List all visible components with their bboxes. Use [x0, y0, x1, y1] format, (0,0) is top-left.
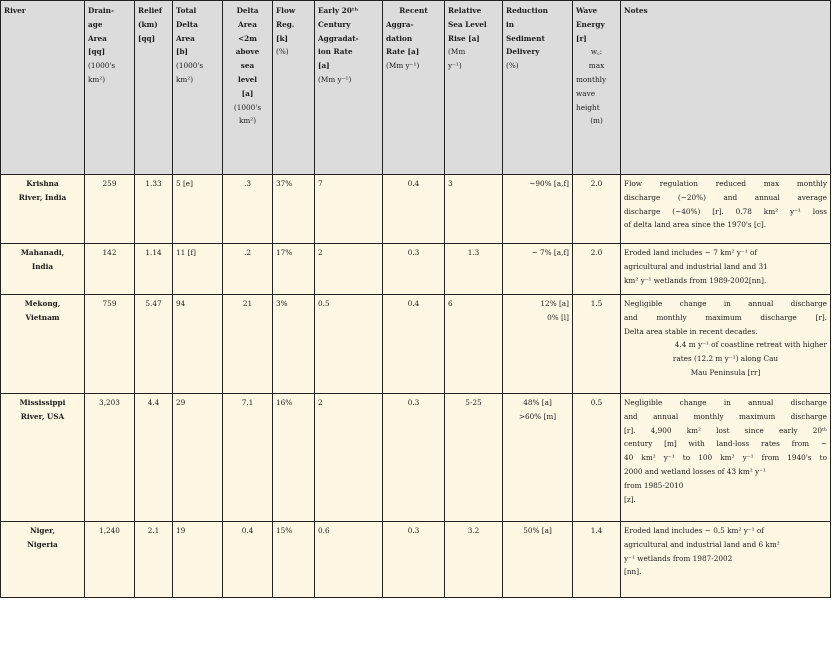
river-name-cell: Mekong, Vietnam [1, 295, 85, 394]
sediment-reduction-cell: ~ 7% [a,f] [503, 244, 573, 295]
table-row [1, 244, 831, 295]
flow-regulation-cell: 3% [273, 295, 315, 394]
river-name-cell: Niger, Nigeria [1, 522, 85, 598]
header-row [1, 1, 831, 175]
sea-level-rise-cell: 3.2 [445, 522, 503, 598]
header-flow-regulation: Flow Reg. [k] (%) [273, 1, 315, 175]
sediment-reduction-cell: 12% [a] 0% [l] [503, 295, 573, 394]
wave-energy-cell: 0.5 [573, 394, 621, 522]
relief-cell: 4.4 [135, 394, 173, 522]
total-delta-area-cell: 5 [e] [173, 175, 223, 244]
header-relative-sea-level-rise: Relative Sea Level Rise [a] (Mm y⁻¹) [445, 1, 503, 175]
river-name-cell: Mississippi River, USA [1, 394, 85, 522]
early-aggradation-cell: 0.5 [315, 295, 383, 394]
total-delta-area-cell: 11 [f] [173, 244, 223, 295]
recent-aggradation-cell: 0.3 [383, 394, 445, 522]
header-early-aggradation-rate: Early 20ᵗʰ Century Aggradat- ion Rate [a] (Mm y⁻¹) [315, 1, 383, 175]
header-delta-area-below-2m: Delta Area <2m above sea level [a] (1000's km²) [223, 1, 273, 175]
drainage-area-cell: 759 [85, 295, 135, 394]
recent-aggradation-cell: 0.4 [383, 295, 445, 394]
notes-cell: Eroded land includes ~ 7 km² y⁻¹ of agricultural and industrial land and 31 km² y⁻¹ wetlands from 1989-2002[nn]. [621, 244, 831, 295]
notes-cell: Negligible change in annual discharge and annual monthly maximum discharge [r]. 4,900 km² lost since early 20ᵗʰ century [m] with land-loss rates from ~ 40 km² y⁻¹ to 100 km² y⁻¹ from 1940's to 2000 and wetland losses of 43 km² y⁻¹ from 1985-2010 [z]. [621, 394, 831, 522]
recent-aggradation-cell: 0.3 [383, 244, 445, 295]
early-aggradation-cell: 2 [315, 394, 383, 522]
sea-level-rise-cell: 6 [445, 295, 503, 394]
drainage-area-cell: 1,240 [85, 522, 135, 598]
relief-cell: 1.14 [135, 244, 173, 295]
header-notes: Notes [621, 1, 831, 175]
header-wave-energy: Wave Energy [r] w꜀: max monthly wave height (m) [573, 1, 621, 175]
drainage-area-cell: 3,203 [85, 394, 135, 522]
header-drainage-area: Drain- age Area [qq] (1000's km²) [85, 1, 135, 175]
header-relief: Relief (km) [qq] [135, 1, 173, 175]
wave-energy-cell: 2.0 [573, 244, 621, 295]
notes-cell: Flow regulation reduced max monthly discharge (~20%) and annual average discharge (~40%) [r]. 0.78 km² y⁻¹ loss of delta land area since the 1970's [c]. [621, 175, 831, 244]
total-delta-area-cell: 29 [173, 394, 223, 522]
delta-area-below-2m-cell: .3 [223, 175, 273, 244]
header-sediment-reduction: Reduction in Sediment Delivery (%) [503, 1, 573, 175]
delta-area-below-2m-cell: 21 [223, 295, 273, 394]
table-row [1, 295, 831, 394]
wave-energy-cell: 1.5 [573, 295, 621, 394]
early-aggradation-cell: 0.6 [315, 522, 383, 598]
notes-cell: Eroded land includes ~ 0.5 km² y⁻¹ of agricultural and industrial land and 6 km² y⁻¹ wetlands from 1987-2002 [nn]. [621, 522, 831, 598]
delta-area-below-2m-cell: 0.4 [223, 522, 273, 598]
drainage-area-cell: 142 [85, 244, 135, 295]
table-row [1, 522, 831, 598]
early-aggradation-cell: 2 [315, 244, 383, 295]
sediment-reduction-cell: 48% [a] >60% [m] [503, 394, 573, 522]
delta-area-below-2m-cell: 7.1 [223, 394, 273, 522]
early-aggradation-cell: 7 [315, 175, 383, 244]
header-total-delta-area: Total Delta Area [b] (1000's km²) [173, 1, 223, 175]
sea-level-rise-cell: 1.3 [445, 244, 503, 295]
header-recent-aggradation-rate: Recent Aggra- dation Rate [a] (Mm y⁻¹) [383, 1, 445, 175]
sediment-reduction-cell: ~90% [a,f] [503, 175, 573, 244]
river-name-cell: Mahanadi, India [1, 244, 85, 295]
sea-level-rise-cell: 3 [445, 175, 503, 244]
flow-regulation-cell: 37% [273, 175, 315, 244]
recent-aggradation-cell: 0.4 [383, 175, 445, 244]
flow-regulation-cell: 15% [273, 522, 315, 598]
wave-energy-cell: 2.0 [573, 175, 621, 244]
river-name-cell: Krishna River, India [1, 175, 85, 244]
flow-regulation-cell: 16% [273, 394, 315, 522]
relief-cell: 1.33 [135, 175, 173, 244]
total-delta-area-cell: 19 [173, 522, 223, 598]
notes-cell: Negligible change in annual discharge and monthly maximum discharge [r]. Delta area stable in recent decades. 4.4 m y⁻¹ of coastline retreat with higher rates (12.2 m y⁻¹) along Cau Mau Peninsula [rr] [621, 295, 831, 394]
drainage-area-cell: 259 [85, 175, 135, 244]
relief-cell: 2.1 [135, 522, 173, 598]
delta-area-below-2m-cell: .2 [223, 244, 273, 295]
recent-aggradation-cell: 0.3 [383, 522, 445, 598]
relief-cell: 5.47 [135, 295, 173, 394]
table-row [1, 394, 831, 522]
table-row [1, 175, 831, 244]
header-river: River [1, 1, 85, 175]
flow-regulation-cell: 17% [273, 244, 315, 295]
sediment-reduction-cell: 50% [a] [503, 522, 573, 598]
sea-level-rise-cell: 5-25 [445, 394, 503, 522]
total-delta-area-cell: 94 [173, 295, 223, 394]
wave-energy-cell: 1.4 [573, 522, 621, 598]
